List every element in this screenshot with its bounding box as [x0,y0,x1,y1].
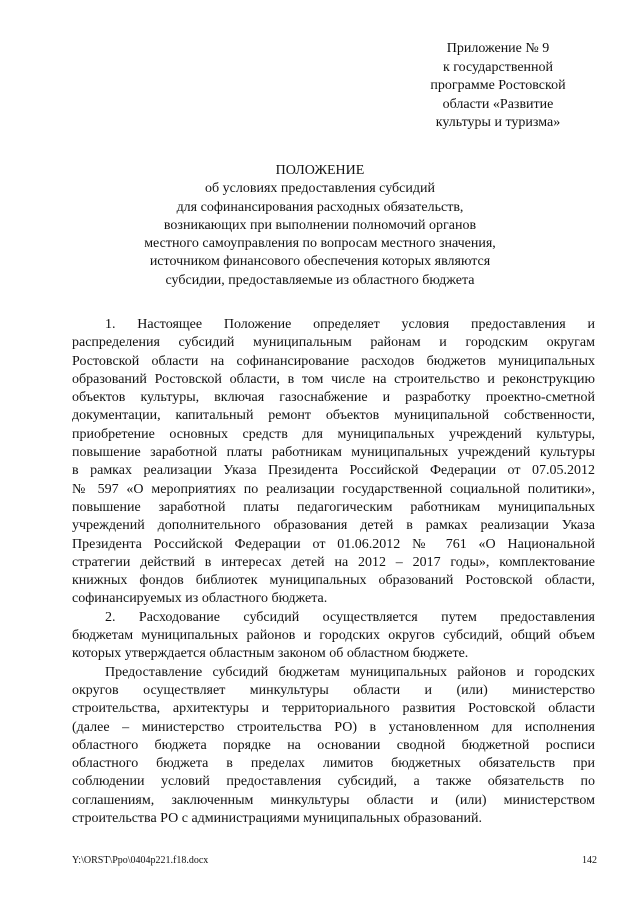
text-line: распределения субсидий муниципальным районам и городским округам [72,335,595,351]
text-line: округов осуществляет минкультуры области и (или) министерство [72,682,595,698]
paragraph-2 [72,609,595,664]
text-line: книжных фондов библиотек муниципальных образований Ростовской области, [72,573,595,589]
appendix-line: Приложение № 9 [446,41,550,56]
text-line: строительства РО с администрациями муниципальных образований. [72,811,482,827]
appendix-line: программе Ростовской [430,78,566,93]
document-title [80,162,560,290]
text-line: соблюдении условий предоставления субсидий, а также обязательств по [72,774,595,790]
appendix-header [404,40,592,133]
footer-page-number: 142 [582,855,597,866]
text-line: № 597 «О мероприятиях по реализации государственной социальной политики», [72,481,595,497]
text-line: 2. Расходование субсидий осуществляется путем предоставления [105,609,595,625]
text-line: строительства, архитектуры и территориального развития Ростовской области [72,701,595,717]
text-line: бюджетам муниципальных районов и городских округов субсидий, общий объем [72,628,595,644]
title-line: субсидии, предоставляемые из областного бюджета [165,272,475,288]
text-line: объектов культуры, включая газоснабжение и разработку проектно-сметной [72,390,595,406]
footer-file-path: Y:\ORST\Ppo\0404p221.f18.docx [72,855,209,866]
text-line: (далее – министерство строительства РО) в установленном для исполнения [72,719,595,735]
text-line: повышение заработной платы работникам муниципальных учреждений культуры [72,445,595,461]
text-line: софинансируемых из областного бюджета. [72,591,328,607]
text-line: в рамках реализации Указа Президента Российской Федерации от 07.05.2012 [72,463,595,479]
text-line: стратегии действий в интересах детей на 2012 – 2017 годы», комплектование [72,554,595,570]
text-line: учреждений дополнительного образования детей в рамках реализации Указа [72,518,595,534]
title-line: об условиях предоставления субсидий [205,181,435,197]
text-line: Президента Российской Федерации от 01.06.2012 № 761 «О Национальной [72,536,595,552]
text-line: Предоставление субсидий бюджетам муниципальных районов и городских [105,664,595,680]
title-line: возникающих при выполнении полномочий органов [163,217,477,233]
paragraph-1 [72,316,595,609]
title-line: источником финансового обеспечения которых являются [149,254,491,270]
text-line: областного бюджета в пределах лимитов бюджетных обязательств при [72,756,595,772]
document-body [72,316,595,828]
text-line: соглашениям, заключенным минкультуры области и (или) министерством [72,792,595,808]
title-line: местного самоуправления по вопросам местного значения, [144,236,496,252]
text-line: документации, капитальный ремонт объектов муниципальной собственности, [72,408,595,424]
appendix-line: культуры и туризма» [435,115,561,130]
text-line: приобретение основных средств для муниципальных учреждений культуры, [72,426,595,442]
text-line: Ростовской области на софинансирование расходов бюджетов муниципальных [72,353,595,369]
title-line: для софинансирования расходных обязательств, [176,199,464,215]
text-line: 1. Настоящее Положение определяет условия предоставления и [105,317,595,332]
text-line: которых утверждается областным законом об областном бюджете. [72,646,469,662]
paragraph-3 [72,664,595,829]
text-line: повышение заработной платы педагогическим работникам муниципальных [72,499,595,515]
text-line: областного бюджета порядке на основании сводной бюджетной росписи [72,737,595,753]
appendix-line: к государственной [442,59,554,75]
title-heading: ПОЛОЖЕНИЕ [275,163,365,178]
text-line: образований Ростовской области, в том числе на строительство и реконструкцию [72,371,595,387]
appendix-line: области «Развитие [442,96,554,112]
